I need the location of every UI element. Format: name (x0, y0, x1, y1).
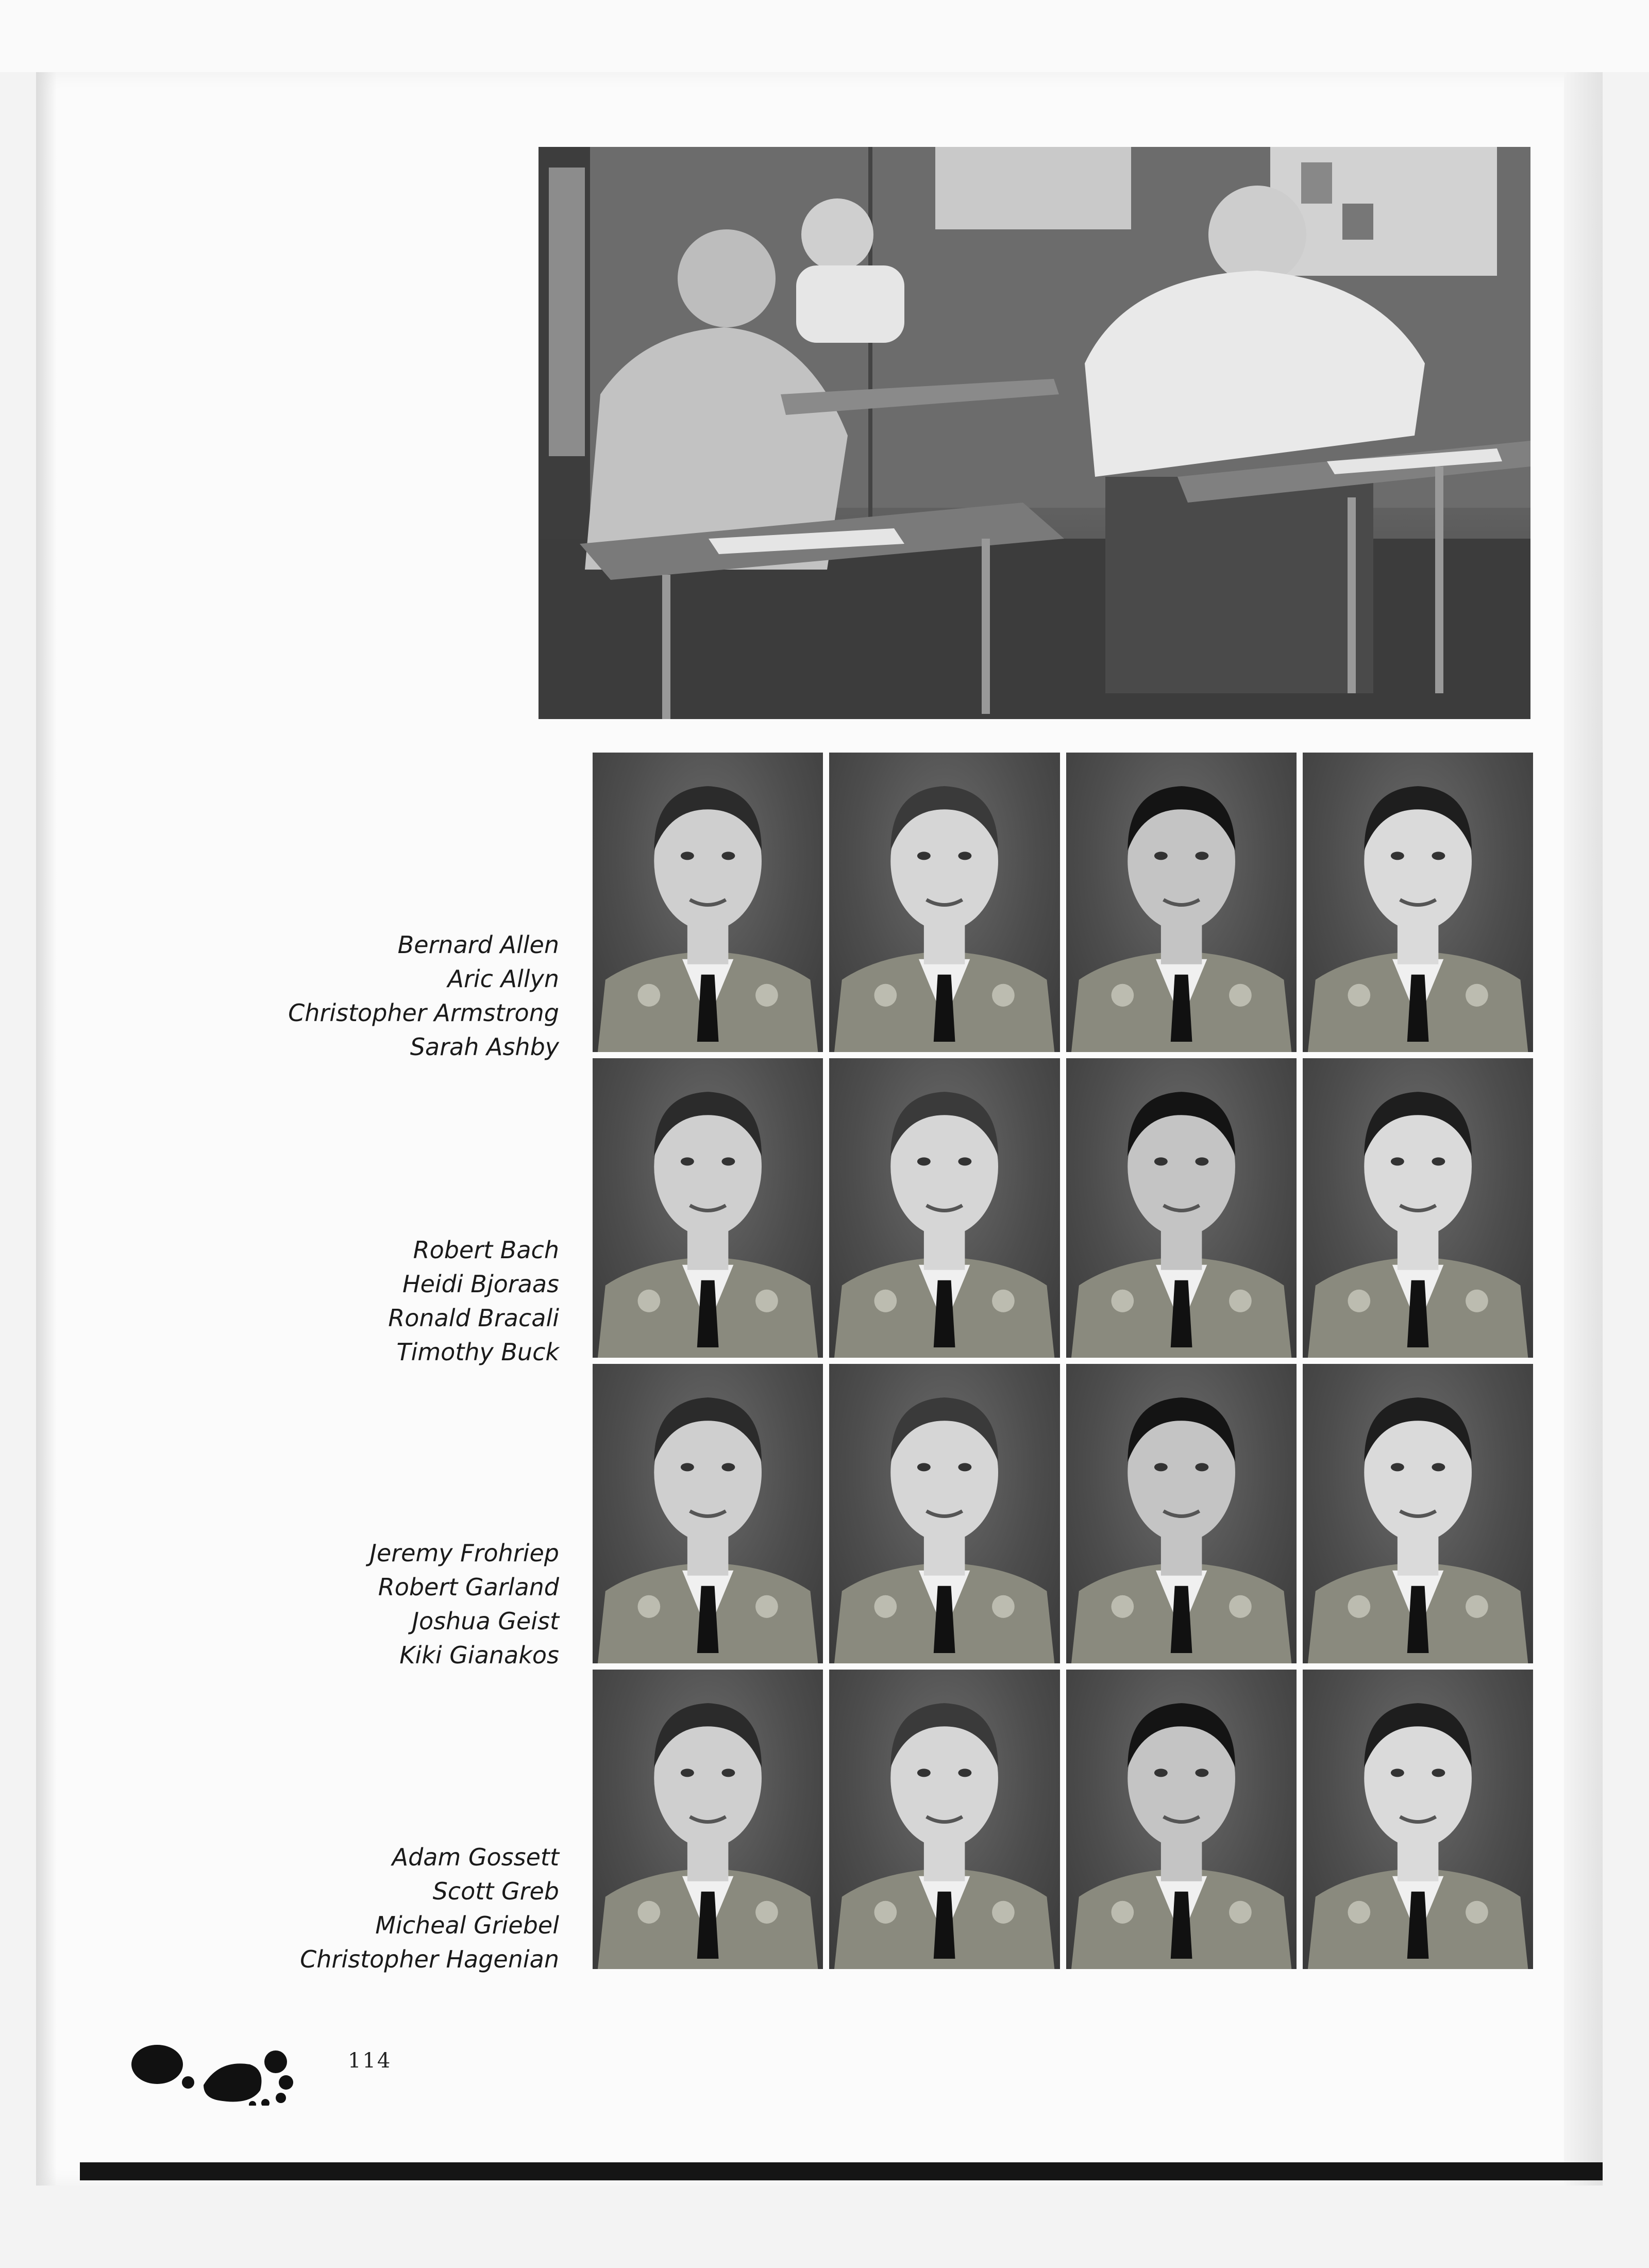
student-portrait (1303, 753, 1533, 1052)
portrait-figure (829, 1058, 1059, 1358)
caption-row-3 (95, 1536, 559, 1672)
student-portrait (593, 1364, 823, 1663)
portrait-figure (1066, 1670, 1297, 1969)
student-name: Jeremy Frohriep (369, 1539, 559, 1567)
student-portrait (1303, 1364, 1533, 1663)
caption-row-1 (95, 928, 559, 1064)
page-right-edge (1564, 72, 1603, 2186)
student-name: Kiki Gianakos (399, 1641, 559, 1669)
student-name: Aric Allyn (447, 965, 559, 993)
student-name: Micheal Griebel (375, 1911, 559, 1939)
student-name: Timothy Buck (396, 1338, 559, 1366)
classroom-photo (539, 147, 1530, 719)
student-portrait (829, 1058, 1059, 1358)
caption-row-4 (95, 1840, 559, 1976)
portrait-figure (1303, 1058, 1533, 1358)
student-name: Christopher Hagenian (300, 1945, 559, 1973)
portrait-figure (829, 753, 1059, 1052)
student-portrait (593, 1058, 823, 1358)
student-name: Bernard Allen (397, 931, 559, 959)
student-portrait (1066, 1364, 1297, 1663)
portrait-figure (593, 1670, 823, 1969)
student-name: Scott Greb (432, 1877, 559, 1905)
student-portrait (829, 1364, 1059, 1663)
student-portrait (829, 1670, 1059, 1969)
student-portrait (1303, 1670, 1533, 1969)
page-gutter-shadow (36, 72, 57, 2186)
student-name: Ronald Bracali (388, 1304, 559, 1332)
student-portrait (1066, 753, 1297, 1052)
footprints-icon (131, 2033, 327, 2106)
portrait-figure (593, 1364, 823, 1663)
student-name: Christopher Armstrong (288, 999, 559, 1027)
portrait-figure (1066, 1058, 1297, 1358)
portrait-figure (1066, 1364, 1297, 1663)
portrait-figure (593, 1058, 823, 1358)
portrait-figure (1303, 753, 1533, 1052)
portrait-figure (1066, 753, 1297, 1052)
student-name: Joshua Geist (412, 1607, 559, 1635)
page-number: 114 (348, 2049, 392, 2073)
student-portrait (1066, 1670, 1297, 1969)
student-portrait (1066, 1058, 1297, 1358)
portrait-figure (829, 1364, 1059, 1663)
portrait-figure (1303, 1364, 1533, 1663)
student-name: Adam Gossett (392, 1843, 559, 1871)
student-portrait (593, 753, 823, 1052)
scan-bottom-bar (80, 2162, 1603, 2180)
student-name: Sarah Ashby (410, 1033, 559, 1061)
portrait-figure (593, 753, 823, 1052)
portrait-figure (1303, 1670, 1533, 1969)
caption-row-2 (95, 1233, 559, 1369)
portrait-grid (593, 753, 1533, 1969)
student-portrait (829, 753, 1059, 1052)
student-portrait (1303, 1058, 1533, 1358)
student-name: Robert Bach (413, 1236, 559, 1264)
student-name: Heidi Bjoraas (402, 1270, 559, 1298)
portrait-figure (829, 1670, 1059, 1969)
student-name: Robert Garland (378, 1573, 559, 1601)
student-portrait (593, 1670, 823, 1969)
scan-margin-top (0, 0, 1649, 72)
